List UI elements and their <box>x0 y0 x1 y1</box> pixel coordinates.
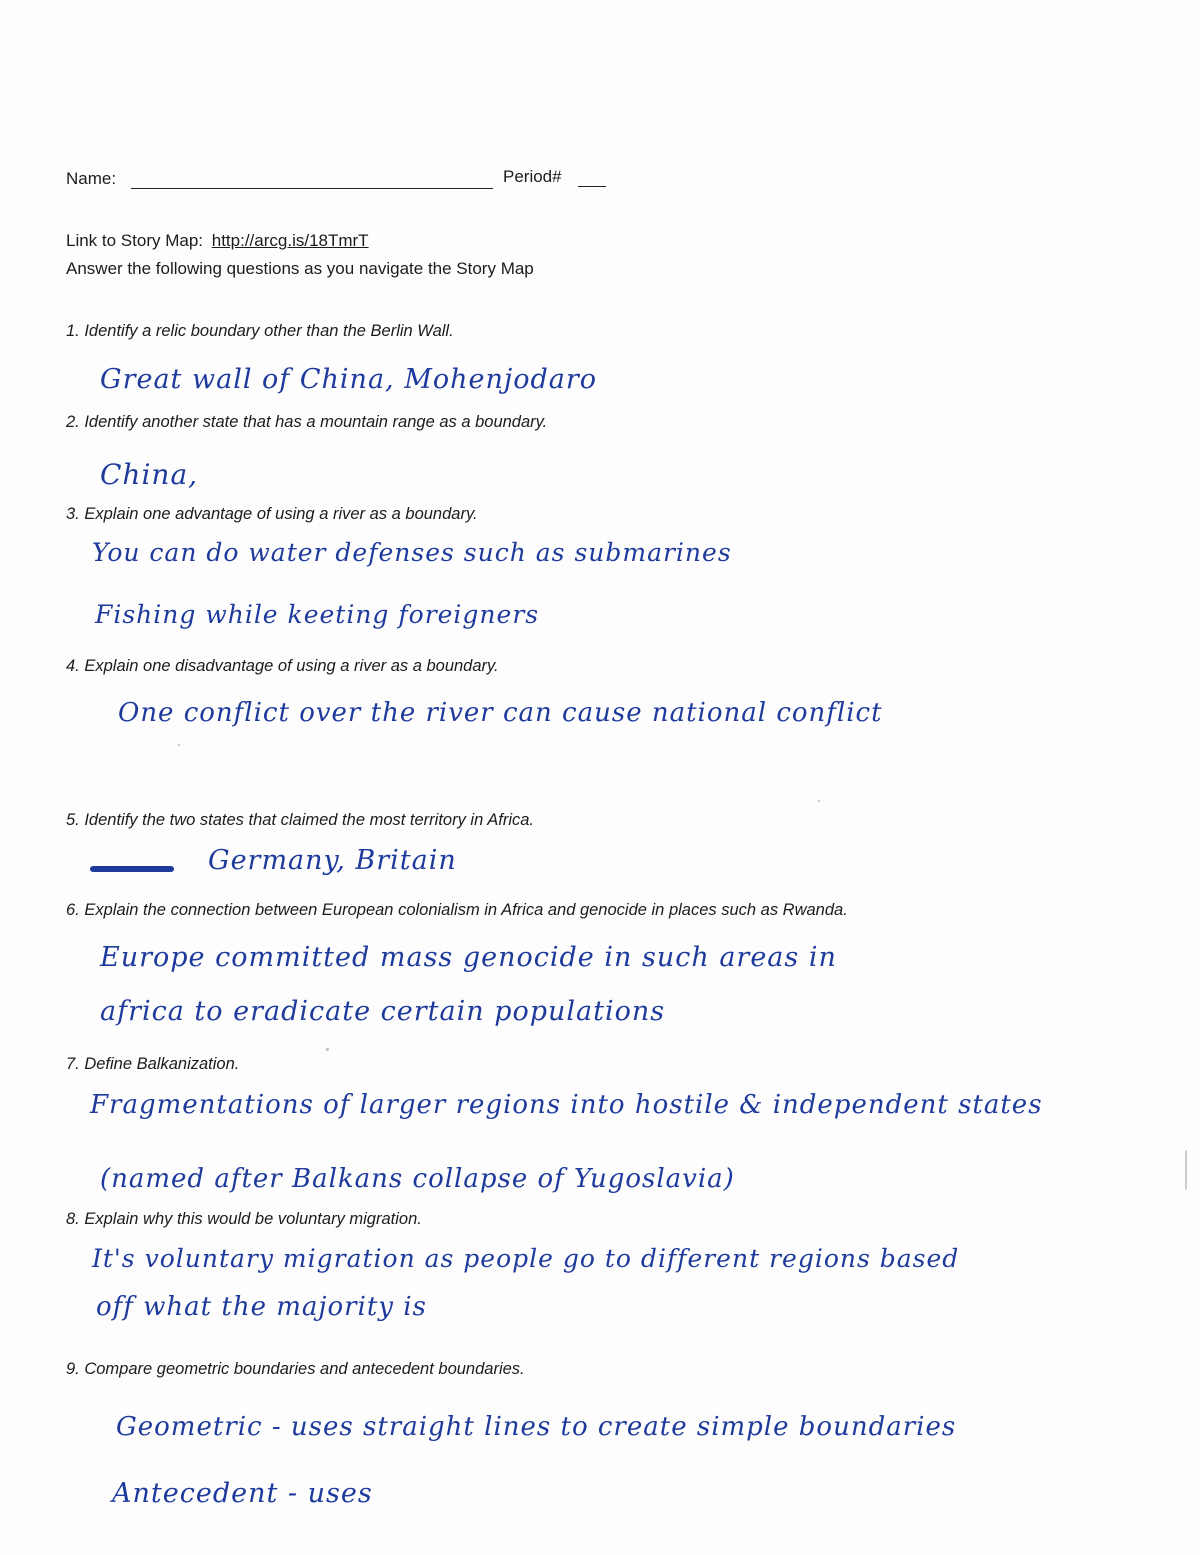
scan-speck <box>326 1048 329 1051</box>
period-label: Period# <box>503 167 562 186</box>
answer-6-line-2: africa to eradicate certain populations <box>100 996 666 1027</box>
answer-2-line-1: China, <box>100 458 199 491</box>
question-9: 9. Compare geometric boundaries and antecedent boundaries. <box>66 1360 525 1378</box>
scan-speck <box>818 800 820 802</box>
answer-9-line-1: Geometric - uses straight lines to create simple boundaries <box>116 1412 957 1442</box>
answer-3-line-1: You can do water defenses such as submarines <box>92 538 732 567</box>
scan-edge-mark <box>1185 1150 1187 1190</box>
question-4: 4. Explain one disadvantage of using a river as a boundary. <box>66 657 499 675</box>
question-1: 1. Identify a relic boundary other than the Berlin Wall. <box>66 322 454 340</box>
question-8: 8. Explain why this would be voluntary migration. <box>66 1210 422 1228</box>
link-label: Link to Story Map: http://arcg.is/18TmrT <box>66 231 369 250</box>
answer-4-line-1: One conflict over the river can cause national conflict <box>118 698 883 728</box>
answer-7-line-1: Fragmentations of larger regions into hostile & independent states <box>90 1090 1043 1120</box>
name-label: Name: <box>66 169 117 188</box>
instructions-text: Answer the following questions as you navigate the Story Map <box>66 259 534 278</box>
crossed-out-scribble <box>90 866 174 872</box>
name-blank-line <box>131 188 493 189</box>
answer-6-line-1: Europe committed mass genocide in such areas in <box>100 942 837 973</box>
answer-9-line-2: Antecedent - uses <box>112 1478 373 1509</box>
answer-5-line-1: Germany, Britain <box>208 845 457 876</box>
question-7: 7. Define Balkanization. <box>66 1055 240 1073</box>
answer-1-line-1: Great wall of China, Mohenjodaro <box>100 364 598 395</box>
answer-3-line-2: Fishing while keeting foreigners <box>95 600 540 629</box>
period-blank-line <box>578 186 606 187</box>
answer-8-line-2: off what the majority is <box>96 1292 427 1322</box>
question-6: 6. Explain the connection between European colonialism in Africa and genocide in places such as Rwanda. <box>66 901 848 919</box>
answer-7-line-2: (named after Balkans collapse of Yugoslavia) <box>100 1164 735 1194</box>
scan-speck <box>178 744 180 746</box>
question-2: 2. Identify another state that has a mountain range as a boundary. <box>66 413 548 431</box>
question-5: 5. Identify the two states that claimed the most territory in Africa. <box>66 811 535 829</box>
question-3: 3. Explain one advantage of using a river as a boundary. <box>66 505 478 523</box>
answer-8-line-1: It's voluntary migration as people go to different regions based <box>92 1244 960 1273</box>
story-map-link[interactable]: http://arcg.is/18TmrT <box>211 231 369 250</box>
